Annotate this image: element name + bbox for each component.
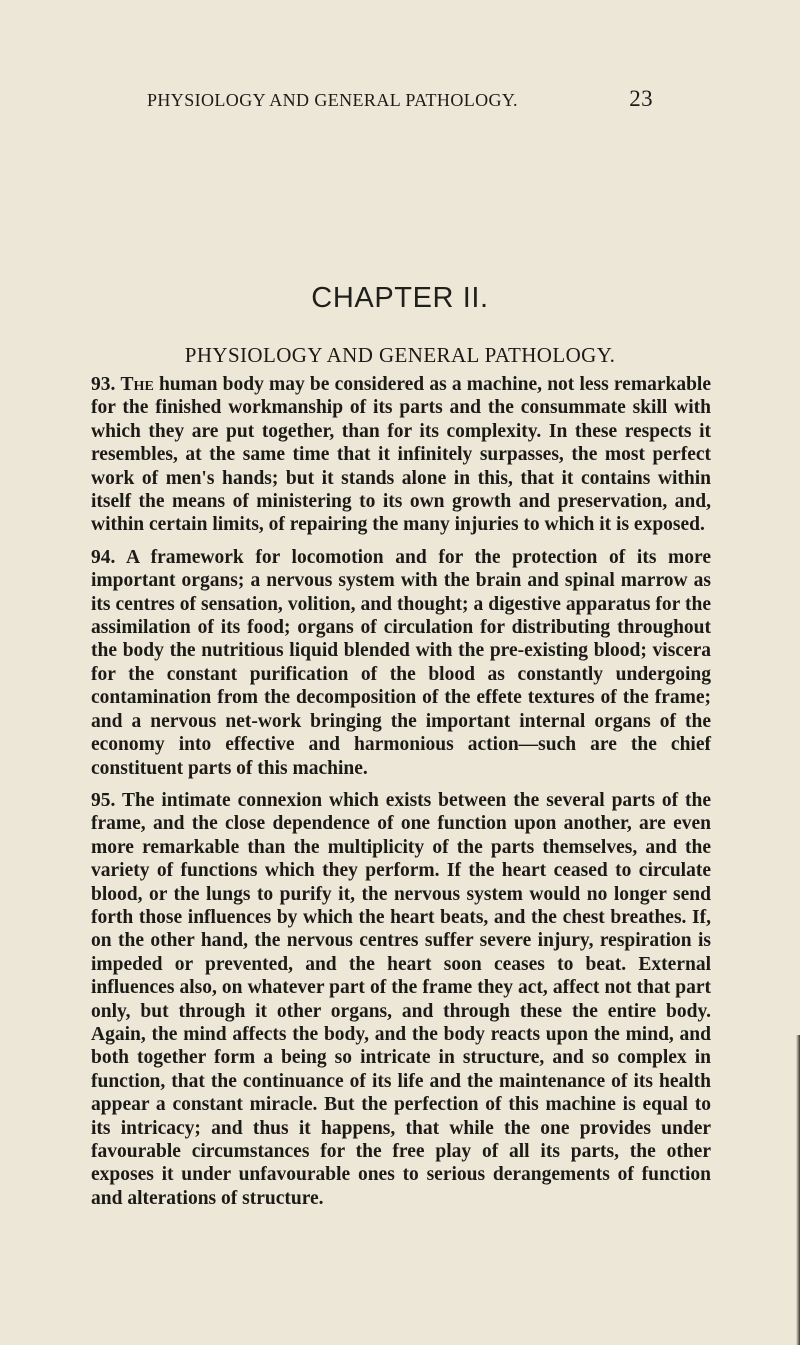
paragraph-95 xyxy=(91,789,711,1210)
body-text xyxy=(91,373,711,1219)
paragraph-94 xyxy=(91,546,711,780)
paragraph-text: human body may be considered as a machine, not less remarkable for the finished workmanship of its parts and the consummate skill with which they are put together, than for its complexity. In these respects it resembles, at the same time that it infinitely surpasses, the most perfect work of men's hands; but it stands alone in this, that it contains within itself the means of ministering to its own growth and preservation, and, within certain limits, of repairing the many injuries to which it is exposed. xyxy=(91,374,711,536)
paragraph-number: 94. xyxy=(91,546,116,568)
page-edge-shadow xyxy=(796,1035,800,1345)
running-head-title: PHYSIOLOGY AND GENERAL PATHOLOGY. xyxy=(147,90,518,110)
paragraph-number: 93. xyxy=(91,374,116,395)
paragraph-lead-word: The xyxy=(120,374,154,395)
paragraph-93 xyxy=(91,373,711,537)
chapter-heading: CHAPTER II. xyxy=(311,282,489,314)
chapter-title: PHYSIOLOGY AND GENERAL PATHOLOGY. xyxy=(184,343,616,367)
page-number: 23 xyxy=(629,86,653,111)
paragraph-text: The intimate connexion which exists between the several parts of the frame, and the close dependence of one function upon another, are even more remarkable than the multiplicity of the parts themselves, and the variety of functions which they perform. If the heart ceased to circulate blood, or the lungs to purify it, the nervous system would no longer send forth those influences by which the heart beats, and the chest breathes. If, on the other hand, the nervous centres suffer severe injury, respiration is impeded or prevented, and the heart soon ceases to beat. External influences also, on whatever part of the frame they act, affect not that part only, but through it other organs, and through these the entire body. Again, the mind affects the body, and the body reacts upon the mind, and both together form a being so intricate in structure, and so complex in function, that the continuance of its life and the maintenance of its health appear a constant miracle. But the perfection of this machine is equal to its intricacy; and thus it happens, that while the one provides under favourable circumstances for the free play of all its parts, the other exposes it under unfavourable ones to serious derangements of function and alterations of structure. xyxy=(91,789,711,1209)
running-head xyxy=(147,86,653,111)
paragraph-text: A framework for locomotion and for the protection of its more important organs; a nervous system with the brain and spinal marrow as its centres of sensation, volition, and thought; a digestive apparatus for the assimilation of its food; organs of circulation for distributing throughout the body the nutritious liquid blended with the pre-existing blood; viscera for the constant purification of the blood as constantly undergoing contamination from the decomposition of the effete textures of the frame; and a nervous net-work bringing the important internal organs of the economy into effective and harmonious action—such are the chief constituent parts of this machine. xyxy=(91,546,711,779)
paragraph-number: 95. xyxy=(91,789,116,811)
